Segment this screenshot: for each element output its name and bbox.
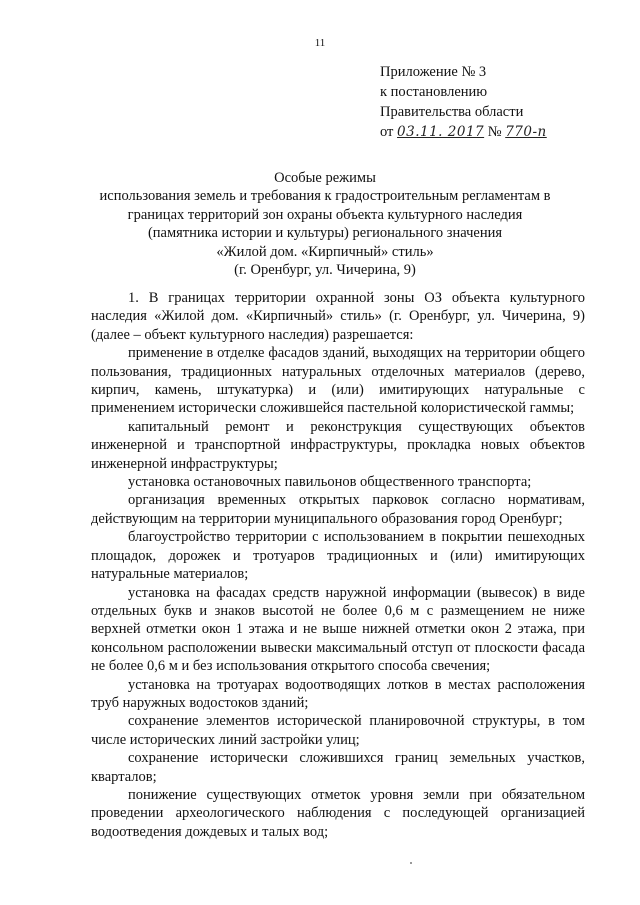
handwritten-number: 770-п: [505, 124, 547, 140]
paragraph: благоустройство территории с использованием в покрытии пешеходных площадок, дорожек и тротуаров традиционных и (или) имитирующих натуральные материалов;: [91, 529, 585, 583]
handwritten-date: 03.11. 2017: [397, 124, 485, 140]
date-prefix: от: [380, 124, 394, 140]
paragraph: капитальный ремонт и реконструкция существующих объектов инженерной и транспортной инфраструктуры, прокладка новых объектов инженерной инфраструктуры;: [91, 418, 585, 472]
paragraph: установка остановочных павильонов общественного транспорта;: [128, 474, 532, 491]
title-line: «Жилой дом. «Кирпичный» стиль»: [216, 243, 434, 260]
paragraph: установка на фасадах средств наружной информации (вывесок) в виде отдельных букв и знаков высотой не более 0,6 м с размещением не ниже верхней отметки окон 1 этажа и не выше нижней отметки окон 2 этажа, при консольном расположении вывески максимальный отступ от плоскости фасада не более 0,6 м и без использования открытого способа свечения;: [91, 584, 585, 675]
appendix-date-line: [380, 122, 547, 142]
title-line: Особые режимы: [274, 170, 376, 186]
page-number: 11: [314, 37, 326, 49]
title-line: границах территорий зон охраны объекта культурного наследия: [127, 206, 523, 223]
scan-speck: [410, 862, 412, 864]
title-line: (г. Оренбург, ул. Чичерина, 9): [234, 262, 416, 279]
paragraph: сохранение элементов исторической планировочной структуры, в том числе исторических линий застройки улиц;: [91, 713, 585, 748]
title-line: использования земель и требования к градостроительным регламентам в: [99, 188, 551, 205]
document-body: [91, 289, 585, 841]
appendix-line: Правительства области: [380, 104, 524, 120]
paragraph: 1. В границах территории охранной зоны ОЗ объекта культурного наследия «Жилой дом. «Кирпичный» стиль» (г. Оренбург, ул. Чичерина, 9) (далее – объект культурного наследия) разрешается:: [91, 290, 585, 343]
appendix-line: к постановлению: [380, 84, 488, 100]
document-title: [60, 169, 590, 279]
paragraph: организация временных открытых парковок согласно нормативам, действующим на территории муниципального образования город Оренбург;: [91, 492, 585, 527]
paragraph: сохранение исторически сложившихся границ земельных участков, кварталов;: [91, 750, 585, 785]
number-prefix: №: [487, 124, 502, 140]
appendix-header: [380, 62, 547, 142]
paragraph: установка на тротуарах водоотводящих лотков в местах расположения труб наружных водостоков зданий;: [91, 676, 585, 711]
title-line: (памятника истории и культуры) регионального значения: [147, 225, 503, 242]
paragraph: понижение существующих отметок уровня земли при обязательном проведении археологического наблюдения с последующей организацией водоотведения дождевых и талых вод;: [91, 786, 585, 840]
appendix-line: Приложение № 3: [380, 64, 487, 80]
paragraph: применение в отделке фасадов зданий, выходящих на территории общего пользования, традиционных натуральных отделочных материалов (дерево, кирпич, камень, штукатурка) и (или) имитирующих натуральные с применением исторически сложившейся пастельной колористической гаммы;: [91, 345, 585, 417]
